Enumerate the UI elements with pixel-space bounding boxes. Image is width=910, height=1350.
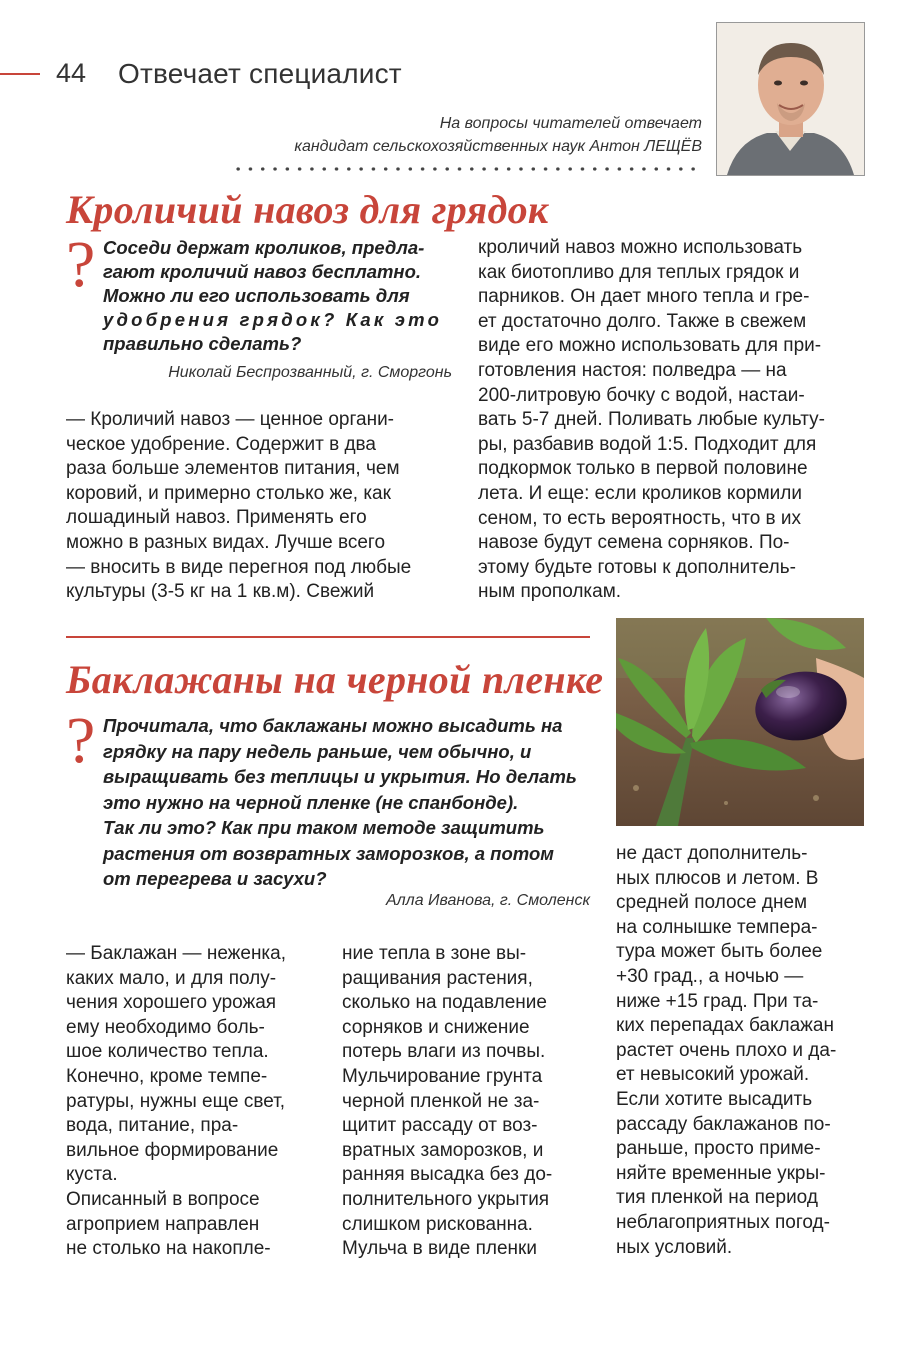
body-line: ратуры, нужны еще свет,	[66, 1090, 286, 1112]
portrait-illustration	[717, 23, 864, 175]
body-line: ет достаточно долго. Также в свежем	[478, 310, 807, 332]
body-line: вать 5-7 дней. Поливать любые культу-	[478, 409, 825, 431]
body-line: неблагоприятных погод-	[616, 1211, 830, 1233]
body-line: лета. И еще: если кроликов кормили	[478, 482, 802, 504]
body-line: готовления настоя: полведра — на	[478, 359, 787, 381]
body-line: тура может быть более	[616, 941, 823, 963]
body-line: ческое удобрение. Содержит в два	[66, 433, 376, 455]
body-line: ему необходимо боль-	[66, 1016, 265, 1038]
article1-title: Кроличий навоз для грядок	[66, 187, 549, 232]
body-line: лошадиный навоз. Применять его	[66, 507, 367, 529]
body-line: ным прополкам.	[478, 581, 622, 603]
body-line: не даст дополнитель-	[616, 843, 808, 864]
article2-question	[103, 713, 603, 892]
answerer-line-2: кандидат сельскохозяйственных наук Антон ЛЕЩЁВ	[294, 138, 702, 155]
body-line: тия пленкой на период	[616, 1187, 818, 1209]
question-line: от перегрева и засухи?	[103, 868, 327, 889]
body-line: ниже +15 град. При та-	[616, 990, 819, 1012]
body-line: сорняков и снижение	[342, 1016, 530, 1038]
body-line: растет очень плохо и да-	[616, 1039, 837, 1061]
body-line: ранняя высадка без до-	[342, 1164, 553, 1186]
article1-question	[103, 236, 453, 356]
article2-column-1	[66, 942, 326, 1262]
article2-title: Баклажаны на черной пленке	[66, 657, 604, 702]
body-line: можно в разных видах. Лучше всего	[66, 531, 386, 553]
eggplant-illustration	[616, 618, 864, 826]
article1-answer-left	[66, 408, 456, 605]
question-line: Соседи держат кроликов, предла-	[103, 237, 425, 258]
dotted-separator	[232, 167, 702, 171]
article-divider	[66, 636, 590, 638]
article2-column-2	[342, 942, 602, 1262]
article1-author: Николай Беспрозванный, г. Сморгонь	[168, 364, 452, 381]
answerer-credit	[294, 112, 702, 158]
question-line: Можно ли его использовать для	[103, 285, 410, 306]
body-line: куста.	[66, 1164, 118, 1186]
body-line: — Кроличий навоз — ценное органи-	[66, 409, 395, 430]
body-line: няйте временные укры-	[616, 1162, 826, 1184]
answerer-line-1: На вопросы читателей отвечает	[439, 115, 702, 132]
page-number: 44	[56, 58, 87, 88]
body-line: навозе будут семена сорняков. По-	[478, 532, 790, 554]
article2-column-3	[616, 842, 878, 1260]
body-line: чения хорошего урожая	[66, 992, 277, 1014]
body-line: — вносить в виде перегноя под любые	[66, 556, 412, 578]
body-line: агроприем направлен	[66, 1213, 260, 1235]
eggplant-photo	[616, 618, 864, 826]
body-line: шое количество тепла.	[66, 1041, 269, 1063]
body-line: ких перепадах баклажан	[616, 1015, 834, 1037]
body-line: полнительного укрытия	[342, 1188, 550, 1210]
question-mark-icon: ?	[66, 704, 96, 777]
body-line: Описанный в вопросе	[66, 1188, 260, 1210]
body-line: Если хотите высадить	[616, 1088, 813, 1110]
question-line: Так ли это? Как при таком методе защитить	[103, 817, 545, 838]
body-line: раньше, просто приме-	[616, 1138, 821, 1160]
body-line: Мульча в виде пленки	[342, 1238, 537, 1260]
body-line: щитит рассаду от воз-	[342, 1115, 538, 1137]
body-line: Мульчирование грунта	[342, 1065, 543, 1087]
body-line: слишком рискованна.	[342, 1213, 533, 1235]
question-line: грядку на пару недель раньше, чем обычно, и	[103, 740, 532, 762]
body-line: как биотопливо для теплых грядок и	[478, 261, 800, 283]
body-line: ных плюсов и летом. В	[616, 867, 819, 889]
body-line: раза больше элементов питания, чем	[66, 458, 400, 480]
body-line: Конечно, кроме темпе-	[66, 1065, 268, 1087]
question-line: выращивать без теплицы и укрытия. Но делать	[103, 766, 577, 787]
body-line: виде его можно использовать для при-	[478, 335, 822, 357]
question-line: гают кроличий навоз бесплатно.	[103, 261, 422, 282]
body-line: коровий, и примерно столько же, как	[66, 482, 391, 504]
body-line: не столько на накопле-	[66, 1238, 271, 1260]
body-line: 200-литровую бочку с водой, настаи-	[478, 384, 805, 406]
body-line: ных условий.	[616, 1236, 733, 1258]
section-title: Отвечает специалист	[118, 58, 402, 89]
body-line: вильное формирование	[66, 1139, 279, 1161]
body-line: этому будьте готовы к дополнитель-	[478, 556, 796, 578]
body-line: сколько на подавление	[342, 992, 547, 1014]
article2-author: Алла Иванова, г. Смоленск	[385, 892, 590, 909]
question-line: удобрения грядок? Как это	[103, 309, 443, 330]
body-line: парников. Он дает много тепла и гре-	[478, 286, 810, 308]
question-line: правильно сделать?	[103, 333, 302, 354]
body-line: средней полосе днем	[616, 892, 808, 914]
body-line: сеном, то есть вероятность, что в их	[478, 507, 802, 529]
question-line: это нужно на черной пленке (не спанбонде).	[103, 791, 519, 813]
body-line: ет невысокий урожай.	[616, 1064, 810, 1086]
body-line: ние тепла в зоне вы-	[342, 943, 527, 964]
body-line: подкормок только в первой половине	[478, 458, 808, 480]
body-line: кроличий навоз можно использовать	[478, 237, 803, 258]
article1-answer-right	[478, 236, 870, 605]
question-line: растения от возвратных заморозков, а потом	[103, 842, 554, 864]
body-line: — Баклажан — неженка,	[66, 943, 287, 964]
body-line: потерь влаги из почвы.	[342, 1041, 546, 1063]
body-line: ращивания растения,	[342, 967, 533, 989]
body-line: ры, разбавив водой 1:5. Подходит для	[478, 433, 817, 455]
body-line: на солнышке темпера-	[616, 916, 818, 938]
header-accent-rule	[0, 73, 40, 75]
body-line: культуры (3-5 кг на 1 кв.м). Свежий	[66, 581, 375, 603]
body-line: черной пленкой не за-	[342, 1090, 540, 1112]
expert-portrait	[716, 22, 865, 176]
body-line: каких мало, и для полу-	[66, 967, 277, 989]
body-line: +30 град., а ночью —	[616, 965, 804, 987]
question-line: Прочитала, что баклажаны можно высадить на	[103, 715, 563, 736]
body-line: рассаду баклажанов по-	[616, 1113, 831, 1135]
body-line: вратных заморозков, и	[342, 1139, 544, 1161]
question-mark-icon: ?	[66, 228, 96, 301]
body-line: вода, питание, пра-	[66, 1115, 239, 1137]
